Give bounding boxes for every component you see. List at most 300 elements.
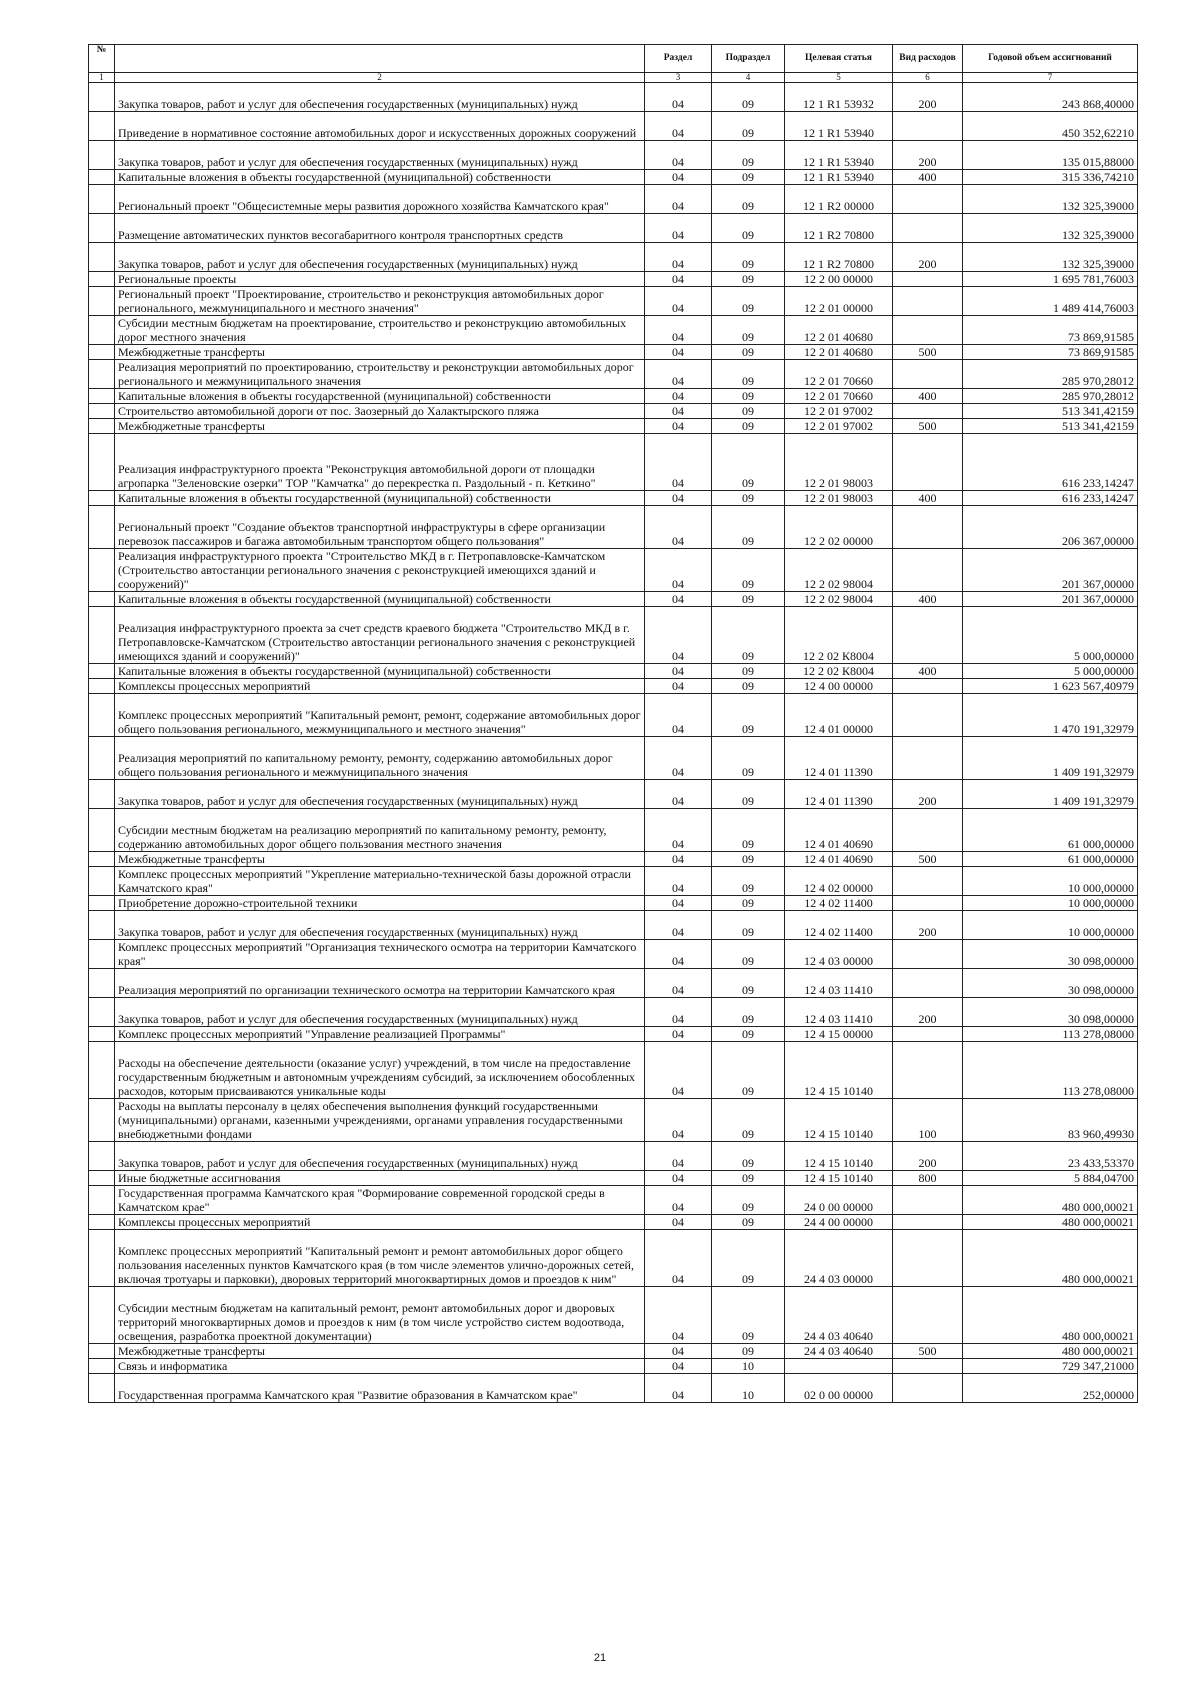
- row-expense-type-cell: [893, 867, 963, 896]
- row-target-article-cell: 12 4 01 11390: [785, 737, 893, 780]
- row-razdel-cell: 04: [645, 664, 712, 679]
- row-number-cell: [89, 243, 115, 272]
- table-row: [89, 867, 1138, 896]
- row-number-cell: [89, 896, 115, 911]
- row-target-article-cell: 12 4 15 10140: [785, 1042, 893, 1099]
- table-row: [89, 1186, 1138, 1215]
- row-name-cell: Комплекс процессных мероприятий "Капитальный ремонт, ремонт, содержание автомобильных дорог общего пользования регионального, межмуниципального и местного значения": [115, 694, 645, 737]
- row-number-cell: [89, 969, 115, 998]
- row-target-article-cell: 24 4 03 00000: [785, 1230, 893, 1287]
- row-razdel-cell: 04: [645, 1230, 712, 1287]
- row-target-article-cell: 24 4 03 40640: [785, 1287, 893, 1344]
- table-row: [89, 1344, 1138, 1359]
- row-number-cell: [89, 694, 115, 737]
- row-number-cell: [89, 998, 115, 1027]
- row-podrazdel-cell: 09: [712, 419, 785, 434]
- row-name-cell: Закупка товаров, работ и услуг для обеспечения государственных (муниципальных) нужд: [115, 141, 645, 170]
- row-podrazdel-cell: 09: [712, 867, 785, 896]
- row-name-cell: Региональный проект "Создание объектов транспортной инфраструктуры в сфере организации перевозок пассажиров и багажа автомобильным транспортом общего пользования": [115, 506, 645, 549]
- table-row: [89, 83, 1138, 112]
- row-number-cell: [89, 1287, 115, 1344]
- row-expense-type-cell: [893, 1042, 963, 1099]
- row-name-cell: Капитальные вложения в объекты государственной (муниципальной) собственности: [115, 592, 645, 607]
- row-podrazdel-cell: 09: [712, 1215, 785, 1230]
- row-number-cell: [89, 679, 115, 694]
- row-expense-type-cell: 200: [893, 998, 963, 1027]
- row-podrazdel-cell: 09: [712, 170, 785, 185]
- budget-allocation-table: [88, 44, 1138, 1403]
- row-target-article-cell: 12 1 R2 70800: [785, 243, 893, 272]
- row-expense-type-cell: [893, 809, 963, 852]
- row-podrazdel-cell: 09: [712, 969, 785, 998]
- row-amount-cell: 83 960,49930: [963, 1099, 1138, 1142]
- header-index-1: 1: [89, 73, 115, 83]
- row-podrazdel-cell: 09: [712, 360, 785, 389]
- table-row: [89, 940, 1138, 969]
- row-number-cell: [89, 419, 115, 434]
- row-target-article-cell: 12 4 02 00000: [785, 867, 893, 896]
- row-number-cell: [89, 592, 115, 607]
- row-expense-type-cell: 400: [893, 389, 963, 404]
- row-target-article-cell: 12 2 01 97002: [785, 419, 893, 434]
- row-podrazdel-cell: 09: [712, 389, 785, 404]
- row-razdel-cell: 04: [645, 1027, 712, 1042]
- row-number-cell: [89, 1171, 115, 1186]
- row-razdel-cell: 04: [645, 679, 712, 694]
- table-row: [89, 185, 1138, 214]
- row-name-cell: Капитальные вложения в объекты государственной (муниципальной) собственности: [115, 389, 645, 404]
- table-row: [89, 737, 1138, 780]
- table-row: [89, 1374, 1138, 1403]
- row-razdel-cell: 04: [645, 360, 712, 389]
- row-expense-type-cell: [893, 679, 963, 694]
- table-row: [89, 911, 1138, 940]
- row-number-cell: [89, 389, 115, 404]
- row-razdel-cell: 04: [645, 852, 712, 867]
- row-expense-type-cell: [893, 112, 963, 141]
- row-amount-cell: 61 000,00000: [963, 809, 1138, 852]
- row-expense-type-cell: [893, 940, 963, 969]
- row-razdel-cell: 04: [645, 940, 712, 969]
- row-razdel-cell: 04: [645, 434, 712, 491]
- row-expense-type-cell: 500: [893, 419, 963, 434]
- row-name-cell: Закупка товаров, работ и услуг для обеспечения государственных (муниципальных) нужд: [115, 780, 645, 809]
- row-amount-cell: 61 000,00000: [963, 852, 1138, 867]
- table-row: [89, 780, 1138, 809]
- budget-table-sheet: [88, 44, 1138, 1403]
- row-expense-type-cell: 400: [893, 592, 963, 607]
- row-amount-cell: 30 098,00000: [963, 969, 1138, 998]
- row-target-article-cell: 12 1 R1 53932: [785, 83, 893, 112]
- row-amount-cell: 10 000,00000: [963, 896, 1138, 911]
- row-expense-type-cell: [893, 506, 963, 549]
- row-podrazdel-cell: 09: [712, 911, 785, 940]
- table-row: [89, 214, 1138, 243]
- row-number-cell: [89, 607, 115, 664]
- row-expense-type-cell: [893, 969, 963, 998]
- row-name-cell: Закупка товаров, работ и услуг для обеспечения государственных (муниципальных) нужд: [115, 243, 645, 272]
- row-number-cell: [89, 1359, 115, 1374]
- row-number-cell: [89, 83, 115, 112]
- row-razdel-cell: 04: [645, 345, 712, 360]
- row-amount-cell: 201 367,00000: [963, 549, 1138, 592]
- row-name-cell: Субсидии местным бюджетам на реализацию мероприятий по капитальному ремонту, ремонту, содержанию автомобильных дорог общего пользования местного значения: [115, 809, 645, 852]
- row-razdel-cell: 04: [645, 185, 712, 214]
- row-razdel-cell: 04: [645, 491, 712, 506]
- row-target-article-cell: [785, 1359, 893, 1374]
- header-index-4: 4: [712, 73, 785, 83]
- row-number-cell: [89, 1027, 115, 1042]
- row-podrazdel-cell: 09: [712, 679, 785, 694]
- row-razdel-cell: 04: [645, 737, 712, 780]
- row-razdel-cell: 04: [645, 1344, 712, 1359]
- row-podrazdel-cell: 09: [712, 664, 785, 679]
- row-expense-type-cell: 200: [893, 141, 963, 170]
- row-razdel-cell: 04: [645, 419, 712, 434]
- row-razdel-cell: 04: [645, 1142, 712, 1171]
- row-expense-type-cell: [893, 1186, 963, 1215]
- row-amount-cell: 113 278,08000: [963, 1042, 1138, 1099]
- row-podrazdel-cell: 09: [712, 896, 785, 911]
- table-row: [89, 1142, 1138, 1171]
- row-name-cell: Реализация мероприятий по капитальному ремонту, ремонту, содержанию автомобильных дорог общего пользования регионального и межмуниципального значения: [115, 737, 645, 780]
- table-row: [89, 506, 1138, 549]
- row-razdel-cell: 04: [645, 287, 712, 316]
- row-number-cell: [89, 214, 115, 243]
- table-row: [89, 1359, 1138, 1374]
- row-name-cell: Строительство автомобильной дороги от пос. Заозерный до Халактырского пляжа: [115, 404, 645, 419]
- row-podrazdel-cell: 09: [712, 83, 785, 112]
- row-target-article-cell: 24 4 00 00000: [785, 1215, 893, 1230]
- row-podrazdel-cell: 09: [712, 243, 785, 272]
- row-amount-cell: 132 325,39000: [963, 243, 1138, 272]
- row-expense-type-cell: [893, 1027, 963, 1042]
- row-podrazdel-cell: 09: [712, 272, 785, 287]
- header-razdel: Раздел: [645, 45, 712, 73]
- row-expense-type-cell: [893, 1230, 963, 1287]
- row-podrazdel-cell: 09: [712, 1230, 785, 1287]
- row-razdel-cell: 04: [645, 112, 712, 141]
- row-number-cell: [89, 1042, 115, 1099]
- row-target-article-cell: 12 4 01 40690: [785, 809, 893, 852]
- row-amount-cell: 315 336,74210: [963, 170, 1138, 185]
- row-target-article-cell: 12 4 01 40690: [785, 852, 893, 867]
- row-expense-type-cell: 200: [893, 780, 963, 809]
- row-razdel-cell: 04: [645, 780, 712, 809]
- row-name-cell: Комплексы процессных мероприятий: [115, 1215, 645, 1230]
- table-row: [89, 1042, 1138, 1099]
- row-number-cell: [89, 170, 115, 185]
- table-row: [89, 1027, 1138, 1042]
- row-podrazdel-cell: 09: [712, 852, 785, 867]
- row-amount-cell: 10 000,00000: [963, 911, 1138, 940]
- row-name-cell: Региональный проект "Общесистемные меры развития дорожного хозяйства Камчатского края": [115, 185, 645, 214]
- header-target-article: Целевая статья: [785, 45, 893, 73]
- row-name-cell: Реализация инфраструктурного проекта "Реконструкция автомобильной дороги от площадки агропарка "Зеленовские озерки" ТОР "Камчатка" до перекрестка п. Раздольный - п. Кеткино": [115, 434, 645, 491]
- row-expense-type-cell: 400: [893, 664, 963, 679]
- row-name-cell: Связь и информатика: [115, 1359, 645, 1374]
- table-row: [89, 592, 1138, 607]
- row-name-cell: Межбюджетные трансферты: [115, 419, 645, 434]
- row-podrazdel-cell: 09: [712, 316, 785, 345]
- row-expense-type-cell: [893, 694, 963, 737]
- table-body: [89, 83, 1138, 1403]
- row-number-cell: [89, 867, 115, 896]
- row-name-cell: Комплексы процессных мероприятий: [115, 679, 645, 694]
- header-index-3: 3: [645, 73, 712, 83]
- row-number-cell: [89, 141, 115, 170]
- row-podrazdel-cell: 09: [712, 1287, 785, 1344]
- row-target-article-cell: 12 2 02 98004: [785, 592, 893, 607]
- row-name-cell: Капитальные вложения в объекты государственной (муниципальной) собственности: [115, 170, 645, 185]
- row-number-cell: [89, 911, 115, 940]
- row-podrazdel-cell: 10: [712, 1374, 785, 1403]
- row-number-cell: [89, 272, 115, 287]
- row-expense-type-cell: 400: [893, 491, 963, 506]
- row-razdel-cell: 04: [645, 607, 712, 664]
- row-amount-cell: 132 325,39000: [963, 185, 1138, 214]
- row-expense-type-cell: [893, 737, 963, 780]
- header-podrazdel: Подраздел: [712, 45, 785, 73]
- row-name-cell: Закупка товаров, работ и услуг для обеспечения государственных (муниципальных) нужд: [115, 1142, 645, 1171]
- row-target-article-cell: 12 1 R1 53940: [785, 141, 893, 170]
- row-target-article-cell: 12 1 R2 70800: [785, 214, 893, 243]
- row-podrazdel-cell: 09: [712, 214, 785, 243]
- row-target-article-cell: 02 0 00 00000: [785, 1374, 893, 1403]
- row-podrazdel-cell: 09: [712, 592, 785, 607]
- row-expense-type-cell: [893, 1215, 963, 1230]
- row-amount-cell: 73 869,91585: [963, 345, 1138, 360]
- header-name: [115, 45, 645, 73]
- row-amount-cell: 135 015,88000: [963, 141, 1138, 170]
- row-expense-type-cell: [893, 549, 963, 592]
- row-amount-cell: 73 869,91585: [963, 316, 1138, 345]
- row-razdel-cell: 04: [645, 896, 712, 911]
- row-name-cell: Комплекс процессных мероприятий "Укрепление материально-технической базы дорожной отрасли Камчатского края": [115, 867, 645, 896]
- row-expense-type-cell: [893, 607, 963, 664]
- table-row: [89, 141, 1138, 170]
- row-target-article-cell: 24 0 00 00000: [785, 1186, 893, 1215]
- row-number-cell: [89, 316, 115, 345]
- row-razdel-cell: 04: [645, 969, 712, 998]
- row-amount-cell: 1 409 191,32979: [963, 780, 1138, 809]
- row-expense-type-cell: [893, 896, 963, 911]
- row-amount-cell: 450 352,62210: [963, 112, 1138, 141]
- table-row: [89, 969, 1138, 998]
- row-podrazdel-cell: 09: [712, 737, 785, 780]
- row-razdel-cell: 04: [645, 1374, 712, 1403]
- row-expense-type-cell: 400: [893, 170, 963, 185]
- row-number-cell: [89, 1186, 115, 1215]
- row-expense-type-cell: 200: [893, 83, 963, 112]
- row-target-article-cell: 12 2 02 К8004: [785, 607, 893, 664]
- row-amount-cell: 480 000,00021: [963, 1287, 1138, 1344]
- table-row: [89, 549, 1138, 592]
- table-row: [89, 809, 1138, 852]
- table-row: [89, 287, 1138, 316]
- row-razdel-cell: 04: [645, 141, 712, 170]
- row-amount-cell: 1 409 191,32979: [963, 737, 1138, 780]
- row-amount-cell: 1 489 414,76003: [963, 287, 1138, 316]
- row-number-cell: [89, 1374, 115, 1403]
- row-name-cell: Реализация инфраструктурного проекта "Строительство МКД в г. Петропавловске-Камчатском (Строительство автостанции регионального значения с реконструкцией имеющихся зданий и сооружений)": [115, 549, 645, 592]
- table-row: [89, 345, 1138, 360]
- row-target-article-cell: 12 2 01 40680: [785, 316, 893, 345]
- row-razdel-cell: 04: [645, 1186, 712, 1215]
- row-number-cell: [89, 664, 115, 679]
- row-name-cell: Реализация мероприятий по проектированию, строительству и реконструкции автомобильных дорог регионального и межмуниципального значения: [115, 360, 645, 389]
- header-index-2: 2: [115, 73, 645, 83]
- row-number-cell: [89, 1099, 115, 1142]
- header-expense-type: Вид расходов: [893, 45, 963, 73]
- row-name-cell: Закупка товаров, работ и услуг для обеспечения государственных (муниципальных) нужд: [115, 911, 645, 940]
- row-amount-cell: 285 970,28012: [963, 360, 1138, 389]
- row-expense-type-cell: 800: [893, 1171, 963, 1186]
- row-amount-cell: 616 233,14247: [963, 491, 1138, 506]
- row-amount-cell: 10 000,00000: [963, 867, 1138, 896]
- row-podrazdel-cell: 09: [712, 287, 785, 316]
- row-number-cell: [89, 360, 115, 389]
- table-row: [89, 404, 1138, 419]
- table-row: [89, 434, 1138, 491]
- row-expense-type-cell: [893, 434, 963, 491]
- row-razdel-cell: 04: [645, 1042, 712, 1099]
- row-name-cell: Межбюджетные трансферты: [115, 345, 645, 360]
- row-expense-type-cell: 500: [893, 852, 963, 867]
- row-podrazdel-cell: 09: [712, 1344, 785, 1359]
- row-razdel-cell: 04: [645, 316, 712, 345]
- row-podrazdel-cell: 09: [712, 491, 785, 506]
- row-name-cell: Комплекс процессных мероприятий "Управление реализацией Программы": [115, 1027, 645, 1042]
- row-amount-cell: 5 884,04700: [963, 1171, 1138, 1186]
- row-target-article-cell: 12 4 01 00000: [785, 694, 893, 737]
- row-target-article-cell: 12 4 02 11400: [785, 911, 893, 940]
- row-number-cell: [89, 404, 115, 419]
- row-amount-cell: 1 623 567,40979: [963, 679, 1138, 694]
- row-target-article-cell: 12 2 01 40680: [785, 345, 893, 360]
- row-number-cell: [89, 1230, 115, 1287]
- row-target-article-cell: 12 2 02 К8004: [785, 664, 893, 679]
- row-razdel-cell: 04: [645, 1099, 712, 1142]
- row-expense-type-cell: [893, 1374, 963, 1403]
- row-amount-cell: 206 367,00000: [963, 506, 1138, 549]
- row-podrazdel-cell: 09: [712, 1042, 785, 1099]
- row-number-cell: [89, 940, 115, 969]
- row-target-article-cell: 12 4 01 11390: [785, 780, 893, 809]
- row-amount-cell: 243 868,40000: [963, 83, 1138, 112]
- row-amount-cell: 1 470 191,32979: [963, 694, 1138, 737]
- row-razdel-cell: 04: [645, 1287, 712, 1344]
- row-podrazdel-cell: 09: [712, 185, 785, 214]
- row-name-cell: Государственная программа Камчатского края "Формирование современной городской среды в Камчатском крае": [115, 1186, 645, 1215]
- row-name-cell: Комплекс процессных мероприятий "Организация технического осмотра на территории Камчатского края": [115, 940, 645, 969]
- row-razdel-cell: 04: [645, 404, 712, 419]
- row-razdel-cell: 04: [645, 1171, 712, 1186]
- row-name-cell: Реализация инфраструктурного проекта за счет средств краевого бюджета "Строительство МКД в г. Петропавловске-Камчатском (Строительство автостанции регионального значения с реконструкцией имеющихся зданий и сооружений)": [115, 607, 645, 664]
- row-expense-type-cell: [893, 316, 963, 345]
- row-expense-type-cell: 200: [893, 911, 963, 940]
- row-name-cell: Расходы на обеспечение деятельности (оказание услуг) учреждений, в том числе на предоставление государственным бюджетным и автономным учреждениям субсидий, за исключением обособленных расходов, которым присваиваются уникальные коды: [115, 1042, 645, 1099]
- row-razdel-cell: 04: [645, 592, 712, 607]
- row-amount-cell: 201 367,00000: [963, 592, 1138, 607]
- row-target-article-cell: 12 4 03 11410: [785, 998, 893, 1027]
- row-name-cell: Закупка товаров, работ и услуг для обеспечения государственных (муниципальных) нужд: [115, 998, 645, 1027]
- row-expense-type-cell: [893, 360, 963, 389]
- row-razdel-cell: 04: [645, 272, 712, 287]
- header-index-5: 5: [785, 73, 893, 83]
- row-target-article-cell: 24 4 03 40640: [785, 1344, 893, 1359]
- row-podrazdel-cell: 10: [712, 1359, 785, 1374]
- table-row: [89, 607, 1138, 664]
- row-amount-cell: 480 000,00021: [963, 1186, 1138, 1215]
- row-number-cell: [89, 185, 115, 214]
- row-target-article-cell: 12 4 03 00000: [785, 940, 893, 969]
- table-row: [89, 419, 1138, 434]
- row-name-cell: Приведение в нормативное состояние автомобильных дорог и искусственных дорожных сооружений: [115, 112, 645, 141]
- row-name-cell: Государственная программа Камчатского края "Развитие образования в Камчатском крае": [115, 1374, 645, 1403]
- row-amount-cell: 5 000,00000: [963, 607, 1138, 664]
- row-podrazdel-cell: 09: [712, 940, 785, 969]
- row-target-article-cell: 12 2 01 97002: [785, 404, 893, 419]
- row-podrazdel-cell: 09: [712, 506, 785, 549]
- row-name-cell: Субсидии местным бюджетам на проектирование, строительство и реконструкцию автомобильных дорог местного значения: [115, 316, 645, 345]
- row-target-article-cell: 12 1 R2 00000: [785, 185, 893, 214]
- row-name-cell: Закупка товаров, работ и услуг для обеспечения государственных (муниципальных) нужд: [115, 83, 645, 112]
- row-number-cell: [89, 549, 115, 592]
- row-expense-type-cell: [893, 1359, 963, 1374]
- row-expense-type-cell: [893, 185, 963, 214]
- row-amount-cell: 616 233,14247: [963, 434, 1138, 491]
- row-number-cell: [89, 737, 115, 780]
- row-number-cell: [89, 780, 115, 809]
- row-number-cell: [89, 1215, 115, 1230]
- table-row: [89, 1099, 1138, 1142]
- page-number: 21: [593, 1652, 607, 1664]
- row-target-article-cell: 12 4 15 00000: [785, 1027, 893, 1042]
- header-index-6: 6: [893, 73, 963, 83]
- row-razdel-cell: 04: [645, 694, 712, 737]
- row-expense-type-cell: 200: [893, 243, 963, 272]
- row-name-cell: Межбюджетные трансферты: [115, 852, 645, 867]
- row-razdel-cell: 04: [645, 1215, 712, 1230]
- row-amount-cell: 480 000,00021: [963, 1344, 1138, 1359]
- row-expense-type-cell: 200: [893, 1142, 963, 1171]
- row-podrazdel-cell: 09: [712, 345, 785, 360]
- row-expense-type-cell: [893, 214, 963, 243]
- row-expense-type-cell: 100: [893, 1099, 963, 1142]
- row-podrazdel-cell: 09: [712, 607, 785, 664]
- row-podrazdel-cell: 09: [712, 694, 785, 737]
- table-row: [89, 1215, 1138, 1230]
- row-expense-type-cell: [893, 404, 963, 419]
- table-row: [89, 316, 1138, 345]
- row-razdel-cell: 04: [645, 998, 712, 1027]
- row-amount-cell: 729 347,21000: [963, 1359, 1138, 1374]
- table-row: [89, 679, 1138, 694]
- table-row: [89, 998, 1138, 1027]
- row-razdel-cell: 04: [645, 549, 712, 592]
- row-amount-cell: 1 695 781,76003: [963, 272, 1138, 287]
- row-podrazdel-cell: 09: [712, 780, 785, 809]
- row-target-article-cell: 12 2 01 98003: [785, 434, 893, 491]
- row-amount-cell: 113 278,08000: [963, 1027, 1138, 1042]
- row-target-article-cell: 12 1 R1 53940: [785, 170, 893, 185]
- row-podrazdel-cell: 09: [712, 1186, 785, 1215]
- row-amount-cell: 30 098,00000: [963, 998, 1138, 1027]
- row-razdel-cell: 04: [645, 389, 712, 404]
- row-target-article-cell: 12 4 15 10140: [785, 1142, 893, 1171]
- table-row: [89, 272, 1138, 287]
